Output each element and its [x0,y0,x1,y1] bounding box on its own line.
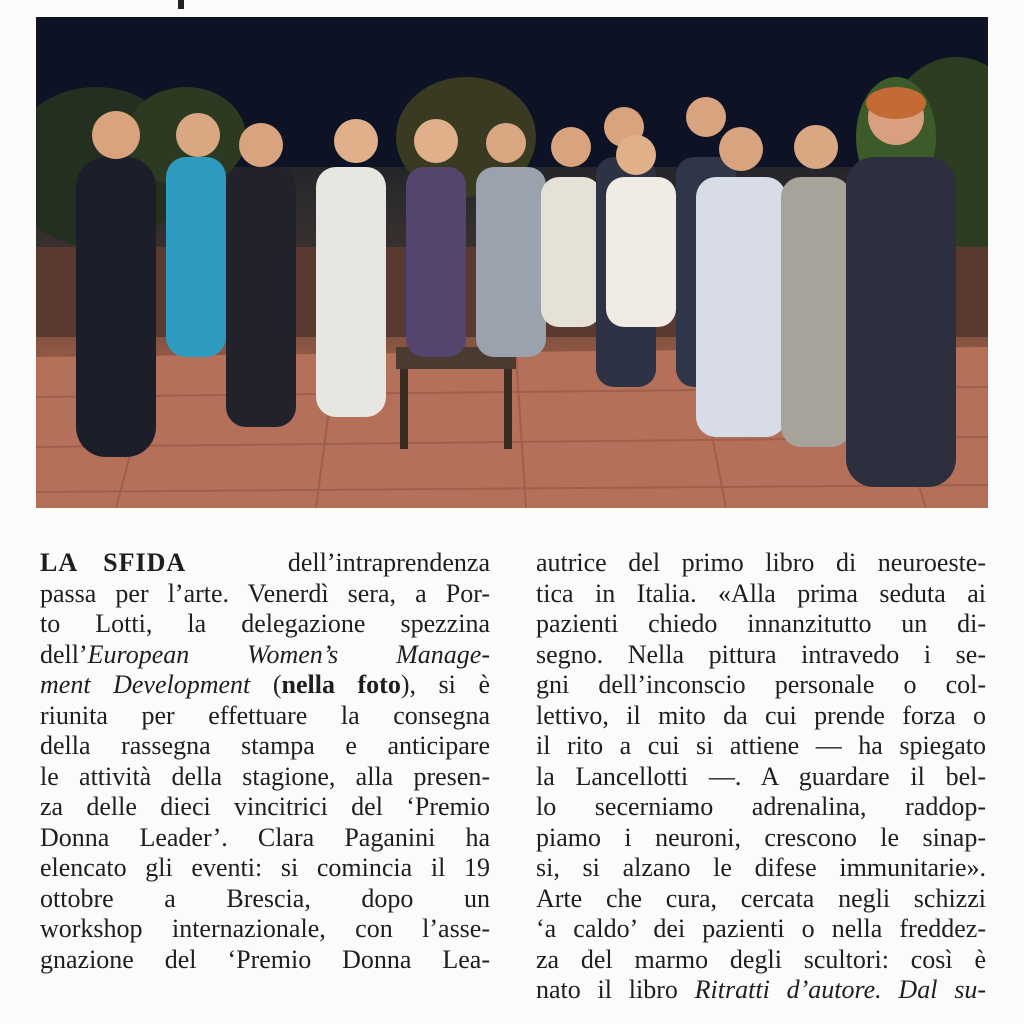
article-line: passa per l’arte. Venerdì sera, a Por- [40,578,490,608]
line-text: nato il libro [536,975,695,1004]
article-line: za delle dieci vincitrici del ‘Premio [40,792,490,821]
article-line: Donna Leader’. Clara Paganini ha [40,822,490,852]
article-line: tica in Italia. «Alla prima seduta ai [536,578,986,608]
organization-name: ment Development [40,670,251,699]
page-top-strip [0,0,1024,16]
article-line: lo secerniamo adrenalina, raddop- [536,792,986,821]
article-line: si, si alzano le difese immunitarie». [536,853,986,882]
lead-in: LA SFIDA [40,548,187,577]
article-line [40,670,490,701]
article-line: piamo i neuroni, crescono le sinap- [536,822,986,852]
article-line: le attività della stagione, alla presen- [40,761,490,791]
article-line: della rassegna stampa e anticipare [40,731,490,760]
group-photo [36,17,988,508]
line-text: ), si è [400,670,490,699]
line-text: dell’ [40,639,88,669]
article-line: segno. Nella pittura intravedo i se- [536,639,986,669]
article-column-left [40,548,490,975]
article-line: il rito a cui si attiene — ha spiegato [536,731,986,760]
article-line: lettivo, il mito da cui prende forza o [536,700,986,730]
article-line [40,548,490,579]
article-line: to Lotti, la delegazione spezzina [40,609,490,638]
line-text: dell’intraprendenza [287,548,490,577]
group-photo-illustration [36,17,988,508]
article-line: ‘a caldo’ dei pazienti o nella freddez- [536,914,986,943]
article-line: Arte che cura, cercata negli schizzi [536,883,986,913]
article-column-right [536,548,986,1006]
article-line: gnazione del ‘Premio Donna Lea- [40,944,490,974]
article-line: workshop internazionale, con l’asse- [40,914,490,943]
article-line [40,640,490,671]
book-title: Ritratti d’autore. Dal su- [694,975,986,1004]
article-line: ottobre a Brescia, dopo un [40,883,490,913]
article-line: pazienti chiedo innanzitutto un di- [536,609,986,638]
organization-name: European Women’s Manage- [87,639,490,669]
photo-reference: nella foto [281,670,401,699]
article-line: za del marmo degli scultori: così è [536,944,986,974]
article-line: autrice del primo libro di neuroeste- [536,548,986,577]
article-line: gni dell’inconscio personale o col- [536,670,986,699]
line-text: ( [250,670,282,699]
article-line: la Lancellotti —. A guardare il bel- [536,761,986,791]
article-line: elencato gli eventi: si comincia il 19 [40,853,490,882]
article-line [536,975,986,1006]
article-line: riunita per effettuare la consegna [40,700,490,730]
cropped-glyph [178,0,184,9]
